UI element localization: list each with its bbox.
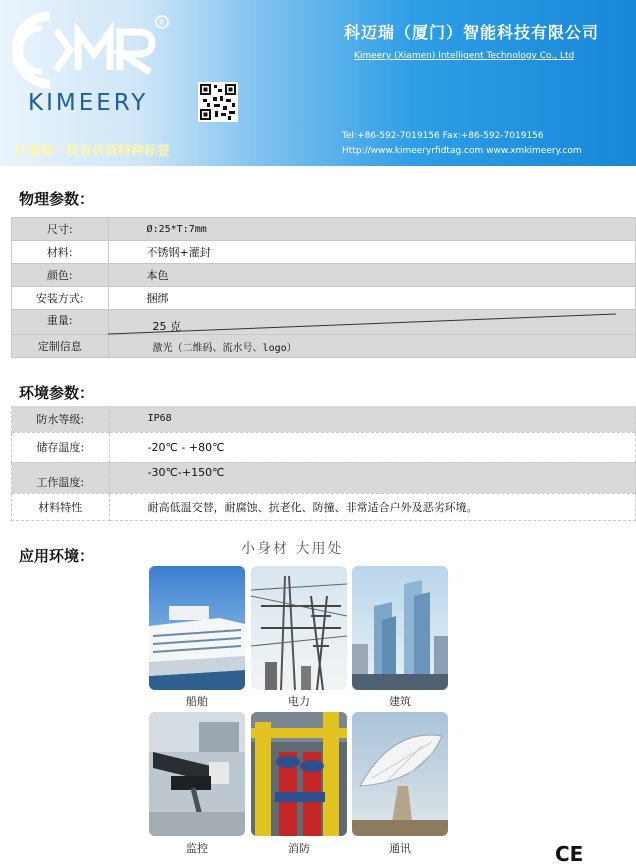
param-key: 颜色: (12, 264, 109, 287)
param-key: 防水等级: (12, 406, 110, 432)
cctv-camera-photo (149, 712, 245, 836)
company-name-en-text: Kimeery (Xiamen) Intelligent Technology Co., Ltd (354, 51, 575, 61)
tile-label: 消防 (288, 842, 310, 855)
param-value: -30℃-+150℃ (109, 462, 635, 493)
param-key: 材料: (12, 241, 109, 264)
header-banner (0, 0, 636, 166)
param-value: 捆绑 (108, 287, 635, 310)
param-key: 储存温度: (12, 432, 110, 462)
fire-pipe-photo (251, 712, 347, 836)
contact-tel-fax: Tel:+86-592-7019156 Fax:+86-592-7019156 (342, 131, 544, 141)
param-key: 材料特性 (12, 493, 110, 520)
table-row (12, 432, 636, 462)
contact-website[interactable]: Http://www.kimeeryrfidtag.com www.xmkimeery.com (342, 146, 582, 156)
tile-label: 建筑 (389, 695, 411, 708)
table-row (12, 287, 636, 310)
table-row (12, 241, 636, 264)
param-value: Ø:25*T:7mm (108, 218, 635, 241)
ship-photo (149, 566, 245, 690)
physical-params-table (11, 217, 636, 358)
param-value: IP68 (109, 406, 635, 432)
environment-params-table (11, 406, 636, 521)
param-key: 重量: (12, 310, 109, 335)
param-value: 本色 (108, 264, 635, 287)
param-key: 工作温度: (12, 462, 110, 493)
tile-label: 船舶 (186, 695, 208, 708)
param-value: 耐高低温交替，耐腐蚀、抗老化、防撞、非常适合户外及恶劣环境。 (109, 493, 635, 520)
table-row (12, 462, 636, 493)
tile-label: 电力 (288, 695, 310, 708)
satellite-dish-photo (352, 712, 448, 836)
power-grid-photo (251, 566, 347, 690)
table-row (12, 493, 636, 520)
param-key: 安装方式: (12, 287, 109, 310)
param-value: 25 克 (108, 310, 635, 335)
tile-label: 通讯 (389, 842, 411, 855)
svg-text:R: R (159, 18, 165, 28)
tile-label: 监控 (186, 842, 208, 855)
environment-params-title: 环境参数： (19, 384, 95, 402)
param-key: 定制信息 (12, 335, 109, 358)
param-value: 激光（二维码、流水号、logo） (108, 335, 635, 358)
slogan: 打造每一枚有价值特种标签 (14, 144, 171, 159)
ce-mark: CE (555, 842, 584, 866)
table-row (12, 264, 636, 287)
kimeery-logo (12, 10, 172, 90)
physical-params-title: 物理参数： (19, 190, 95, 208)
building-photo (352, 566, 448, 690)
application-subtitle: 小身材 大用处 (241, 541, 344, 557)
table-stray-line (108, 312, 618, 336)
table-row (12, 335, 636, 358)
param-key: 尺寸: (12, 218, 109, 241)
param-value: -20℃ - +80℃ (109, 432, 635, 462)
company-name-en (354, 51, 574, 61)
table-row (12, 218, 636, 241)
param-value: 不锈钢+灌封 (108, 241, 635, 264)
table-row (12, 406, 636, 432)
application-title: 应用环境： (19, 547, 95, 565)
qr-code[interactable] (198, 82, 238, 122)
brand-name: KIMEERY (28, 90, 149, 116)
company-name-cn: 科迈瑞（厦门）智能科技有限公司 (344, 23, 600, 42)
